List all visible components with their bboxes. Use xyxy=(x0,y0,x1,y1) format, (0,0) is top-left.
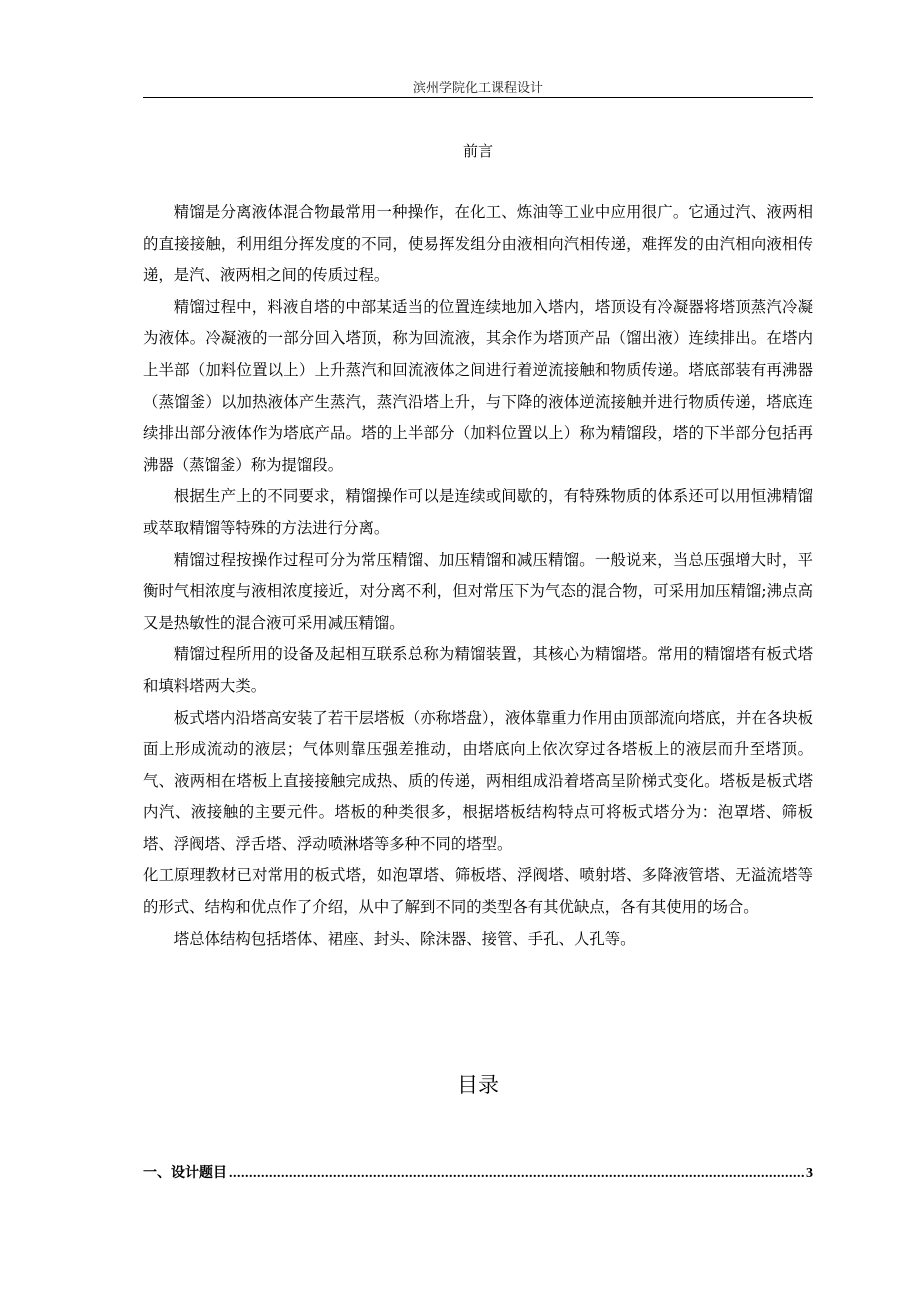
toc-leader-dots xyxy=(229,1166,804,1182)
paragraph: 精馏过程中，料液自塔的中部某适当的位置连续地加入塔内，塔顶设有冷凝器将塔顶蒸汽冷凝为液体。冷凝液的一部分回入塔顶，称为回流液，其余作为塔顶产品（馏出液）连续排出。在塔内上半部（加料位置以上）上升蒸汽和回流液体之间进行着逆流接触和物质传递。塔底部装有再沸器（蒸馏釜）以加热液体产生蒸汽，蒸汽沿塔上升，与下降的液体逆流接触并进行物质传递，塔底连续排出部分液体作为塔底产品。塔的上半部分（加料位置以上）称为精馏段，塔的下半部分包括再沸器（蒸馏釜）称为提馏段。 xyxy=(143,297,813,474)
toc-entry[interactable] xyxy=(143,1162,813,1182)
paragraph: 精馏过程按操作过程可分为常压精馏、加压精馏和减压精馏。一般说来，当总压强增大时，平衡时气相浓度与液相浓度接近，对分离不利，但对常压下为气态的混合物，可采用加压精馏;沸点高又是热敏性的混合液可采用减压精馏。 xyxy=(143,550,813,632)
paragraph: 精馏是分离液体混合物最常用一种操作，在化工、炼油等工业中应用很广。它通过汽、液两相的直接接触，利用组分挥发度的不同，使易挥发组分由液相向汽相传递，难挥发的由汽相向液相传递，是汽、液两相之间的传质过程。 xyxy=(143,203,813,285)
paragraph: 板式塔内沿塔高安装了若干层塔板（亦称塔盘），液体靠重力作用由顶部流向塔底，并在各块板面上形成流动的液层；气体则靠压强差推动，由塔底向上依次穿过各塔板上的液层而升至塔顶。气、液两相在塔板上直接接触完成热、质的传递，两相组成沿着塔高呈阶梯式变化。塔板是板式塔内汽、液接触的主要元件。塔板的种类很多，根据塔板结构特点可将板式塔分为：泡罩塔、筛板塔、浮阀塔、浮舌塔、浮动喷淋塔等多种不同的塔型。 xyxy=(143,708,813,853)
toc-title: 目录 xyxy=(457,1073,499,1097)
paragraph: 根据生产上的不同要求，精馏操作可以是连续或间歇的，有特殊物质的体系还可以用恒沸精馏或萃取精馏等特殊的方法进行分离。 xyxy=(143,487,813,537)
header-rule xyxy=(143,97,813,98)
preface-body xyxy=(143,197,813,955)
toc-entry-page: 3 xyxy=(806,1166,813,1181)
running-header: 滨州学院化工课程设计 xyxy=(412,81,543,96)
toc-entry-label: 一、设计题目 xyxy=(143,1166,227,1181)
paragraph: 化工原理教材已对常用的板式塔，如泡罩塔、筛板塔、浮阀塔、喷射塔、多降液管塔、无溢流塔等的形式、结构和优点作了介绍，从中了解到不同的类型各有其优缺点，各有其使用的场合。 xyxy=(143,866,813,917)
paragraph: 塔总体结构包括塔体、裙座、封头、除沫器、接管、手孔、人孔等。 xyxy=(173,929,636,948)
preface-title: 前言 xyxy=(462,142,493,160)
paragraph: 精馏过程所用的设备及起相互联系总称为精馏装置，其核心为精馏塔。常用的精馏塔有板式塔和填料塔两大类。 xyxy=(143,645,813,695)
